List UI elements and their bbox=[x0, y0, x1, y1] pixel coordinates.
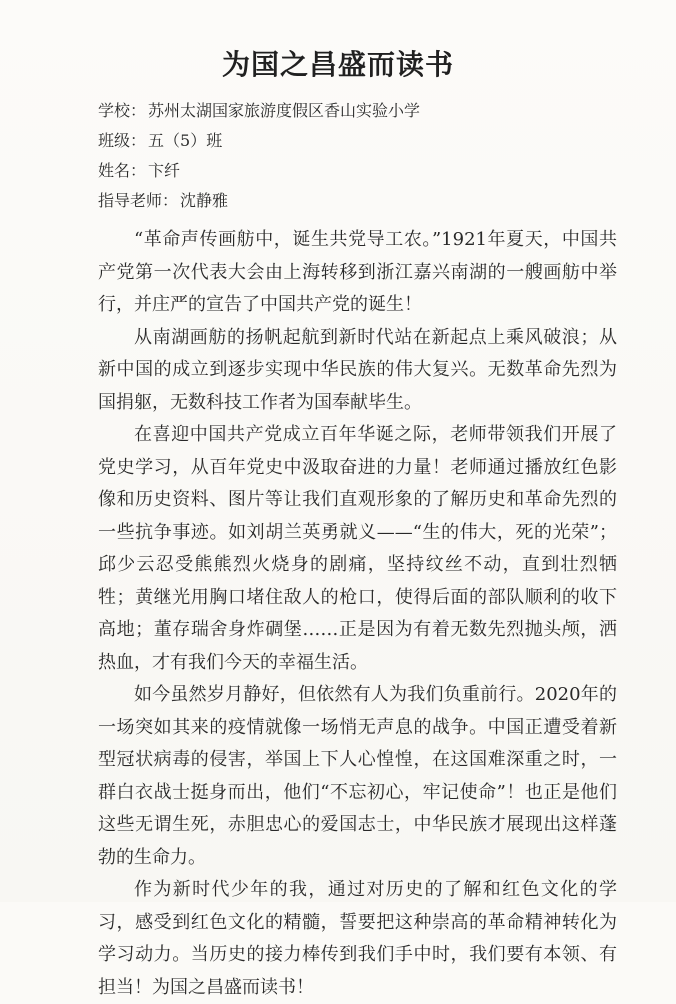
author-info bbox=[98, 96, 420, 216]
class-label: 班级： bbox=[98, 131, 147, 150]
class-row bbox=[98, 126, 420, 156]
name-value: 卞纤 bbox=[148, 161, 181, 180]
paragraph: 在喜迎中国共产党成立百年华诞之际，老师带领我们开展了党史学习，从百年党史中汲取奋进的力量！老师通过播放红色影像和历史资料、图片等让我们直观形象的了解历史和革命先烈的一些抗争事迹。如刘胡兰英勇就义——“生的伟大，死的光荣”；邱少云忍受熊熊烈火烧身的剧痛，坚持纹丝不动，直到壮烈牺牲；黄继光用胸口堵住敌人的枪口，使得后面的部队顺利的收下高地；董存瑞舍身炸碉堡……正是因为有着无数先烈抛头颅，洒热血，才有我们今天的幸福生活。 bbox=[98, 424, 617, 673]
paragraph: “革命声传画舫中，诞生共党导工农。”1921年夏天，中国共产党第一次代表大会由上海转移到浙江嘉兴南湖的一艘画舫中举行，并庄严的宣告了中国共产党的诞生！ bbox=[98, 229, 617, 315]
paragraph: 如今虽然岁月静好，但依然有人为我们负重前行。2020年的一场突如其来的疫情就像一场悄无声息的战争。中国正遭受着新型冠状病毒的侵害，举国上下人心惶惶，在这国难深重之时，一群白衣战士挺身而出，他们“不忘初心，牢记使命”！也正是他们这些无谓生死，赤胆忠心的爱国志士，中华民族才展现出这样蓬勃的生命力。 bbox=[98, 684, 617, 868]
school-value: 苏州太湖国家旅游度假区香山实验小学 bbox=[148, 101, 421, 120]
paragraph: 作为新时代少年的我，通过对历史的了解和红色文化的学习，感受到红色文化的精髓，誓要把这种崇高的革命精神转化为学习动力。当历史的接力棒传到我们手中时，我们要有本领、有担当！为国之昌盛而读书！ bbox=[98, 879, 617, 998]
page-title: 为国之昌盛而读书 bbox=[221, 48, 454, 81]
teacher-label: 指导老师： bbox=[98, 191, 179, 210]
name-row bbox=[98, 156, 420, 186]
teacher-row bbox=[98, 186, 420, 216]
essay-body bbox=[98, 224, 617, 1004]
name-label: 姓名： bbox=[98, 161, 147, 180]
school-row bbox=[98, 96, 420, 126]
class-value: 五（5）班 bbox=[148, 131, 223, 150]
school-label: 学校： bbox=[98, 101, 147, 120]
teacher-value: 沈静雅 bbox=[180, 191, 229, 210]
paragraph: 从南湖画舫的扬帆起航到新时代站在新起点上乘风破浪；从新中国的成立到逐步实现中华民族的伟大复兴。无数革命先烈为国捐躯，无数科技工作者为国奉献毕生。 bbox=[98, 326, 617, 413]
